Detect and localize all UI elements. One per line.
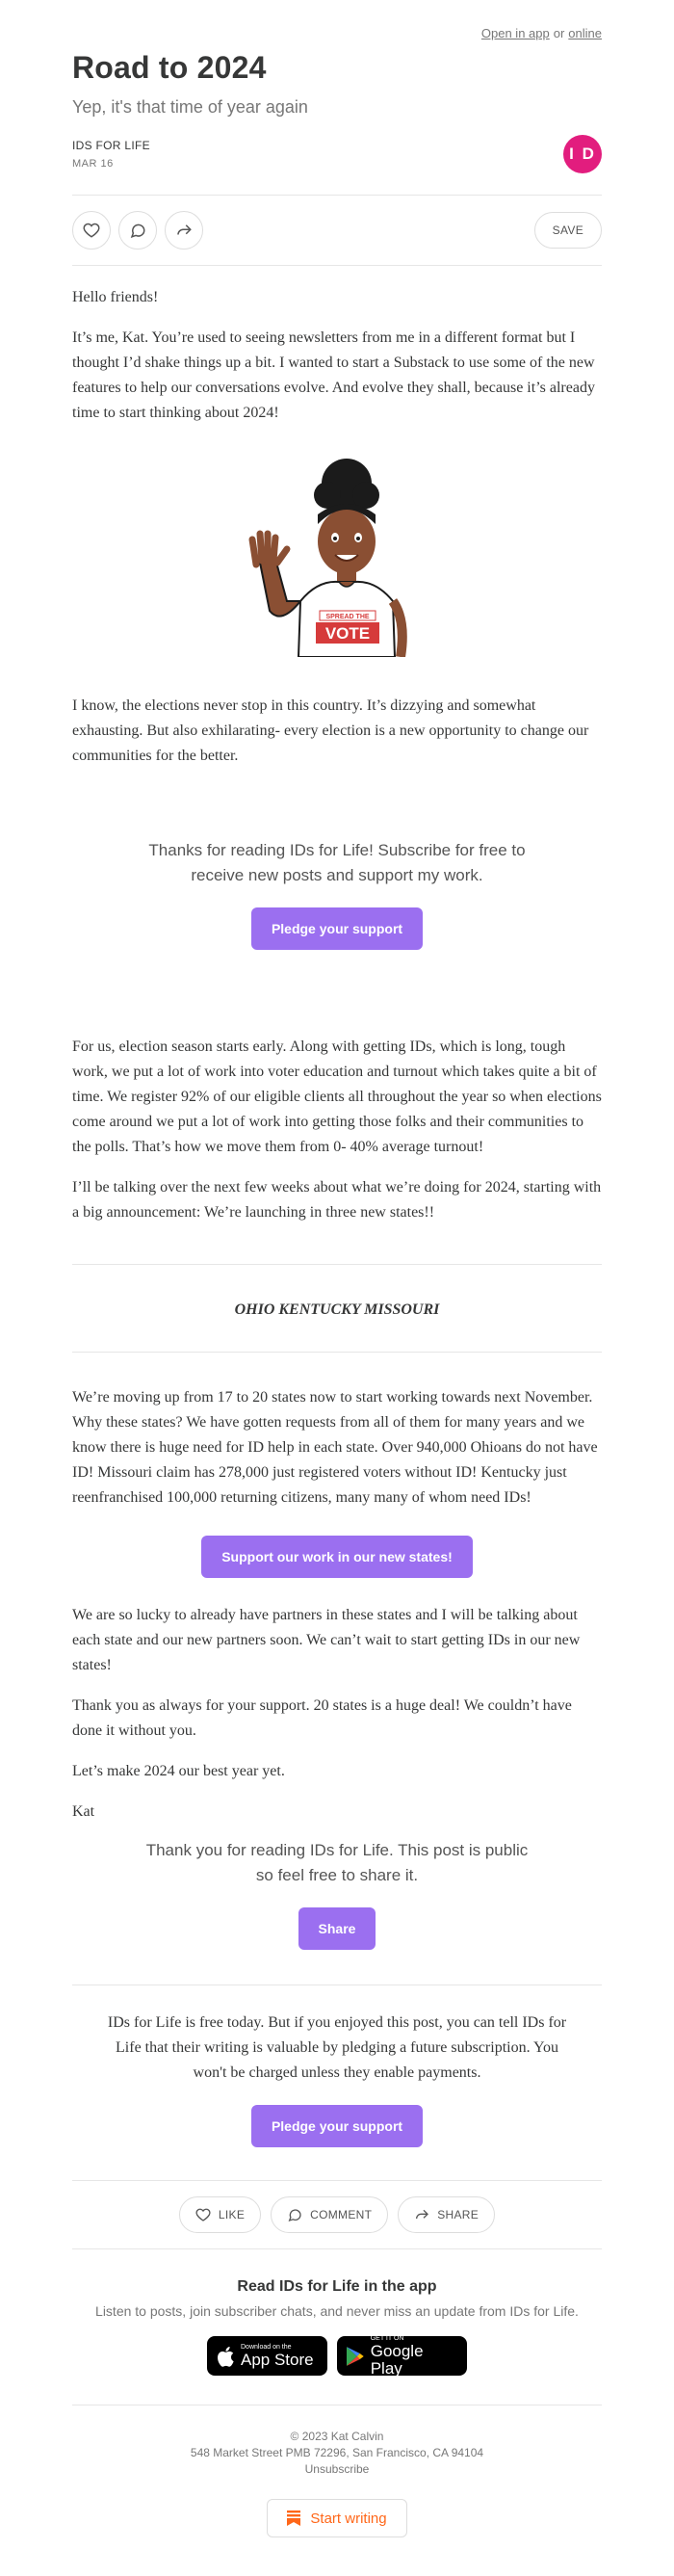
pledge-support-button-footer[interactable]: Pledge your support (251, 2105, 423, 2147)
paragraph-greeting: Hello friends! (72, 289, 159, 305)
support-new-states-button[interactable]: Support our work in our new states! (201, 1536, 473, 1578)
shirt-small-text: SPREAD THE (325, 614, 370, 620)
pledge-cta-text: IDs for Life is free today. But if you enjoyed this post, you can tell IDs for Life that their writing is valuable by pledging a future subscription. You won't be charged unless they enable payments. (107, 2014, 567, 2081)
substack-icon (287, 2510, 300, 2526)
post-title[interactable]: Road to 2024 (72, 50, 267, 85)
comment-pill-button[interactable] (271, 2196, 388, 2233)
app-promo-subtitle: Listen to posts, join subscriber chats, and never miss an update from IDs for Life. (95, 2303, 579, 2319)
or-text: or (553, 26, 565, 40)
paragraph-why-states: We’re moving up from 17 to 20 states now to start working towards next November. Why these states? We have gotten requests from all of them for many years and we know there is huge need for ID help in each state. Over 940,000 Ohioans do not have ID! Missouri claim has 278,000 just registered voters without ID! Kentucky just reenfranchised 100,000 returning citizens, many many of whom need IDs! (72, 1389, 598, 1506)
spread-the-vote-illustration (231, 457, 443, 657)
heart-icon (195, 2207, 211, 2222)
share-pill-button[interactable] (398, 2196, 495, 2233)
share-icon (414, 2207, 429, 2222)
bottom-actions (72, 2196, 602, 2233)
google-play-icon (346, 2346, 365, 2367)
post-subtitle: Yep, it's that time of year again (72, 97, 308, 117)
start-writing-label: Start writing (310, 2510, 387, 2527)
signature: Kat (72, 1803, 95, 1820)
author-name[interactable]: IDS FOR LIFE (72, 139, 150, 152)
share-label: SHARE (437, 2208, 480, 2221)
like-label: LIKE (218, 2208, 246, 2221)
paragraph-election-season: For us, election season starts early. Along with getting IDs, which is long, tough work, we put a lot of work into voter education and turnout which takes quite a bit of time. We register 92% of our eligible clients all throughout the year so when elections come around we put a lot of work into getting those folks and their communities to the polls. That’s how we move them from 0- 40% average turnout! (72, 1038, 602, 1155)
unsubscribe-link[interactable]: Unsubscribe (304, 2462, 370, 2476)
post-date: MAR 16 (72, 158, 114, 170)
comment-icon (129, 222, 146, 239)
divider (72, 2180, 602, 2181)
comment-label: COMMENT (310, 2208, 373, 2221)
shirt-vote-text: VOTE (324, 624, 371, 643)
legal-footer (72, 2429, 602, 2478)
apple-icon (216, 2345, 235, 2368)
publication-avatar[interactable]: I D (563, 135, 602, 173)
share-icon (175, 222, 193, 239)
top-links (72, 0, 602, 40)
paragraph-intro: It’s me, Kat. You’re used to seeing newsletters from me in a different format but I thought I’d shake things up a bit. I wanted to start a Substack to use some of the new features to help our conversations evolve. And evolve they shall, because it’s already time to start thinking about 2024! (72, 329, 595, 421)
like-button[interactable] (72, 211, 111, 250)
app-store-label: App Store (241, 2350, 314, 2369)
paragraph-partners: We are so lucky to already have partners in these states and I will be talking about each state and our new partners soon. We can’t wait to start getting IDs in our new states! (72, 1607, 581, 1673)
open-in-app-link[interactable]: Open in app (480, 26, 550, 40)
heart-icon (83, 222, 100, 239)
like-pill-button[interactable] (179, 2196, 261, 2233)
share-cta (72, 1838, 602, 1950)
paragraph-announcement: I’ll be talking over the next few weeks about what we’re doing for 2024, starting with a big announcement: We’re launching in three new states!! (72, 1179, 602, 1221)
paragraph-elections: I know, the elections never stop in this country. It’s dizzying and somewhat exhausting. But also exhilarating- every election is a new opportunity to change our communities for the better. (72, 697, 589, 764)
app-store-badge[interactable] (207, 2336, 327, 2376)
share-cta-text: Thank you for reading IDs for Life. This post is public so feel free to share it. (145, 1841, 529, 1884)
subscribe-cta-text: Thanks for reading IDs for Life! Subscribe for free to receive new posts and support my work. (148, 841, 526, 884)
paragraph-thanks: Thank you as always for your support. 20 states is a huge deal! We couldn’t have done it without you. (72, 1697, 572, 1739)
view-online-link[interactable]: online (568, 26, 602, 40)
divider (72, 2248, 602, 2249)
share-button[interactable] (165, 211, 203, 250)
app-promo-title: Read IDs for Life in the app (237, 2278, 437, 2295)
app-store-small: Download on the (241, 2343, 292, 2351)
google-play-small: GET IT ON (370, 2334, 404, 2342)
new-states-heading: OHIO KENTUCKY MISSOURI (234, 1301, 440, 1318)
share-post-button[interactable]: Share (298, 1907, 376, 1950)
divider (72, 1352, 602, 1353)
pledge-support-button[interactable]: Pledge your support (251, 907, 423, 950)
pledge-cta (72, 2011, 602, 2147)
subscribe-cta (72, 838, 602, 950)
copyright: © 2023 Kat Calvin (290, 2430, 384, 2443)
start-writing-button[interactable] (267, 2499, 406, 2537)
comment-icon (287, 2207, 302, 2222)
app-promo (72, 2278, 602, 2376)
mailing-address: 548 Market Street PMB 72296, San Francisco, CA 94104 (190, 2446, 484, 2459)
save-button[interactable]: SAVE (534, 212, 602, 249)
paragraph-best-year: Let’s make 2024 our best year yet. (72, 1763, 285, 1779)
post-actions (72, 196, 602, 266)
byline (72, 135, 602, 196)
google-play-badge[interactable] (337, 2336, 467, 2376)
google-play-label: Google Play (370, 2341, 424, 2378)
comment-button[interactable] (118, 211, 157, 250)
